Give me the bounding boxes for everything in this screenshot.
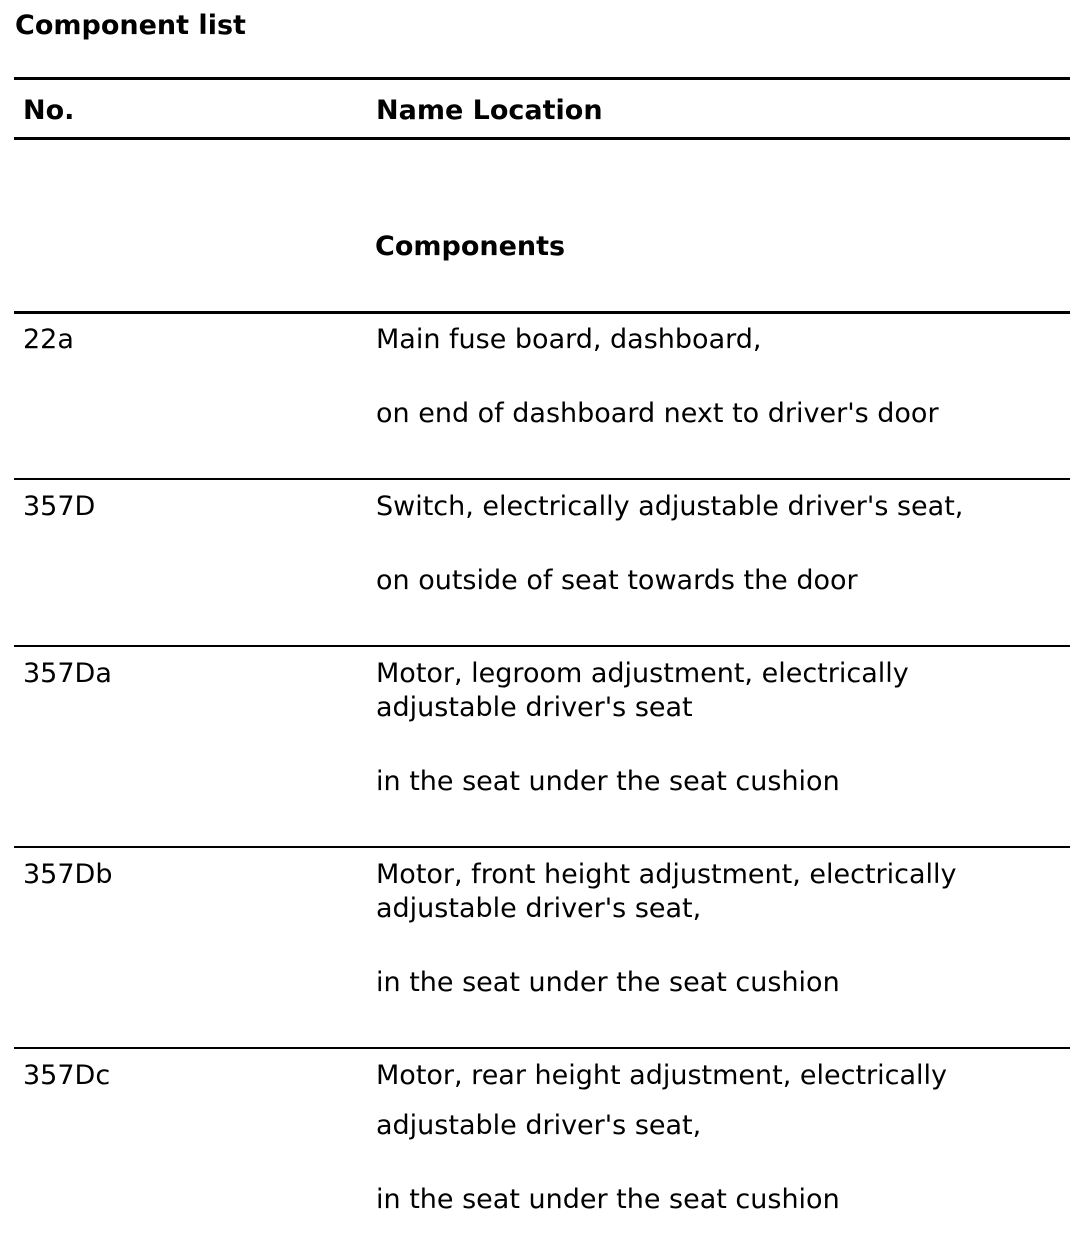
page-title: Component list — [15, 10, 246, 41]
component-name-line-2: adjustable driver's seat — [376, 692, 693, 723]
header-top-rule — [14, 77, 1070, 80]
component-number: 22a — [23, 324, 74, 355]
component-name-line-1: Motor, legroom adjustment, electrically — [376, 658, 909, 689]
component-number: 357Dc — [23, 1060, 111, 1091]
column-header-no: No. — [23, 95, 75, 126]
section-divider — [14, 311, 1070, 314]
column-header-name-location: Name Location — [376, 95, 603, 126]
section-title: Components — [375, 231, 566, 262]
component-name: Switch, electrically adjustable driver's seat, — [376, 491, 964, 522]
component-location: in the seat under the seat cushion — [376, 766, 840, 797]
component-name: Main fuse board, dashboard, — [376, 324, 762, 355]
component-location: in the seat under the seat cushion — [376, 1184, 840, 1215]
component-name-line-1: Motor, rear height adjustment, electrically — [376, 1060, 948, 1091]
component-location: on end of dashboard next to driver's door — [376, 398, 939, 429]
component-name-line-2: adjustable driver's seat, — [376, 893, 702, 924]
row-divider — [14, 846, 1070, 848]
component-number: 357D — [23, 491, 96, 522]
row-divider — [14, 1047, 1070, 1049]
header-bottom-rule — [14, 137, 1070, 140]
row-divider — [14, 478, 1070, 480]
component-number: 357Db — [23, 859, 113, 890]
component-name-line-2: adjustable driver's seat, — [376, 1110, 702, 1141]
component-name-line-1: Motor, front height adjustment, electrically — [376, 859, 957, 890]
component-number: 357Da — [23, 658, 112, 689]
component-location: in the seat under the seat cushion — [376, 967, 840, 998]
component-location: on outside of seat towards the door — [376, 565, 858, 596]
row-divider — [14, 645, 1070, 647]
